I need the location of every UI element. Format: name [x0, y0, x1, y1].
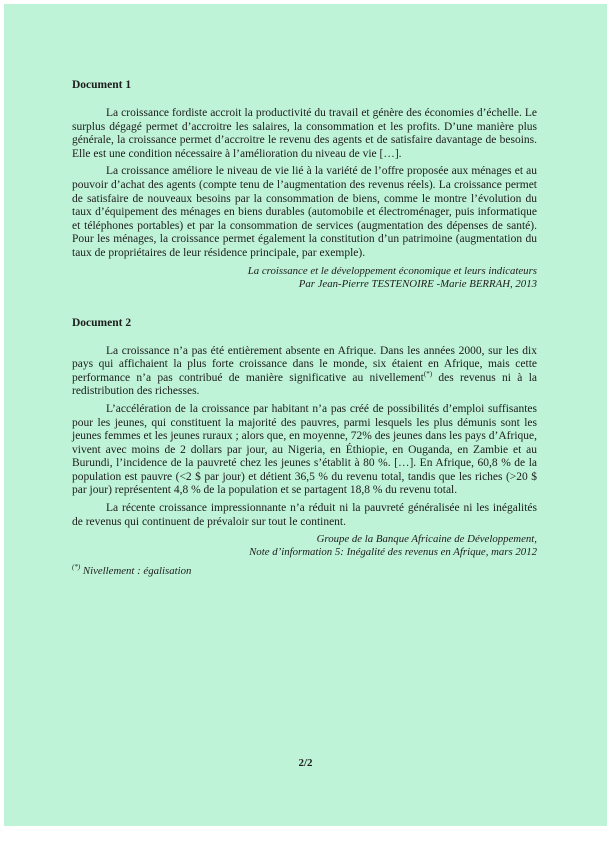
document-1-paragraph-2: La croissance améliore le niveau de vie lié à la variété de l’offre proposée aux ménages et au pouvoir d’achat des agents (compte tenu de l’augmentation des revenus réels). La croissance permet de satisfaire de nouveaux besoins par la consommation de biens, comme le montre l’évolution du taux d’équipement des ménages en biens durables (automobile et électroménager, puis informatique et téléphones portables) et par la consommation de services (augmentation des dépenses de santé). Pour les ménages, la croissance permet également la constitution d’un patrimoine (augmentation du taux de propriétaires de leur résidence principale, par exemple). [72, 165, 537, 259]
document-2-source [72, 533, 537, 559]
document-2-title: Document 2 [72, 316, 132, 329]
footnote [72, 565, 537, 577]
document-page [4, 4, 607, 826]
document-1 [72, 79, 537, 291]
footnote-marker: (*) [423, 369, 433, 378]
document-1-paragraph-1: La croissance fordiste accroit la productivité du travail et génère des économies d’échelle. Le surplus dégagé permet d’accroitre les salaires, la consommation et les profits. D’une manière plus générale, la croissance permet d’accroitre le revenu des agents et de satisfaire davantage de besoins. Elle est une condition nécessaire à l’amélioration du niveau de vie […]. [72, 107, 537, 160]
document-1-source-line-2: Par Jean-Pierre TESTENOIRE -Marie BERRAH, 2013 [298, 277, 537, 290]
page-number: 2/2 [298, 757, 313, 769]
document-1-source [72, 265, 537, 291]
document-1-title: Document 1 [72, 79, 132, 91]
document-2-paragraph-1 [72, 345, 537, 399]
footnote-text: Nivellement : égalisation [80, 565, 192, 578]
document-1-source-line-1: La croissance et le développement économique et leurs indicateurs [247, 264, 537, 277]
document-2-paragraph-1-text-end: des revenus ni à la redistribution des richesses. [72, 371, 537, 398]
footnote-note-marker: (*) [72, 563, 81, 572]
document-2-source-line-1: Groupe de la Banque Africaine de Développement, [316, 533, 537, 546]
document-2-source-line-2: Note d’information 5: Inégalité des revenus en Afrique, mars 2012 [249, 546, 537, 559]
document-2-paragraph-3: La récente croissance impressionnante n’a réduit ni la pauvreté généralisée ni les inégalités de revenus qui continuent de prévaloir sur tout le continent. [72, 502, 537, 528]
document-2-paragraph-2: L’accélération de la croissance par habitant n’a pas créé de possibilités d’emploi suffisantes pour les jeunes, qui constituent la majorité des pauvres, parmi lesquels les plus démunis sont les jeunes femmes et les jeunes ruraux ; alors que, en moyenne, 72% des jeunes dans les pays d’Afrique, vivent avec moins de 2 dollars par jour, au Nigeria, en Éthiopie, en Ouganda, en Zambie et au Burundi, l’incidence de la pauvreté chez les jeunes s’établit à 80 %. […]. En Afrique, 60,8 % de la population est pauvre (<2 $ par jour) et détient 36,5 % du revenu total, tandis que les riches (>20 $ par jour) représentent 4,8 % de la population et se partagent 18,8 % du revenu total. [72, 402, 537, 497]
document-2-paragraph-1-text: La croissance n’a pas été entièrement absente en Afrique. Dans les années 2000, sur les dix pays qui affichaient la plus forte croissance dans le monde, six étaient en Afrique, mais cette performance n’a pas contribué de manière significative au nivellement [72, 344, 537, 384]
document-2 [72, 317, 537, 578]
